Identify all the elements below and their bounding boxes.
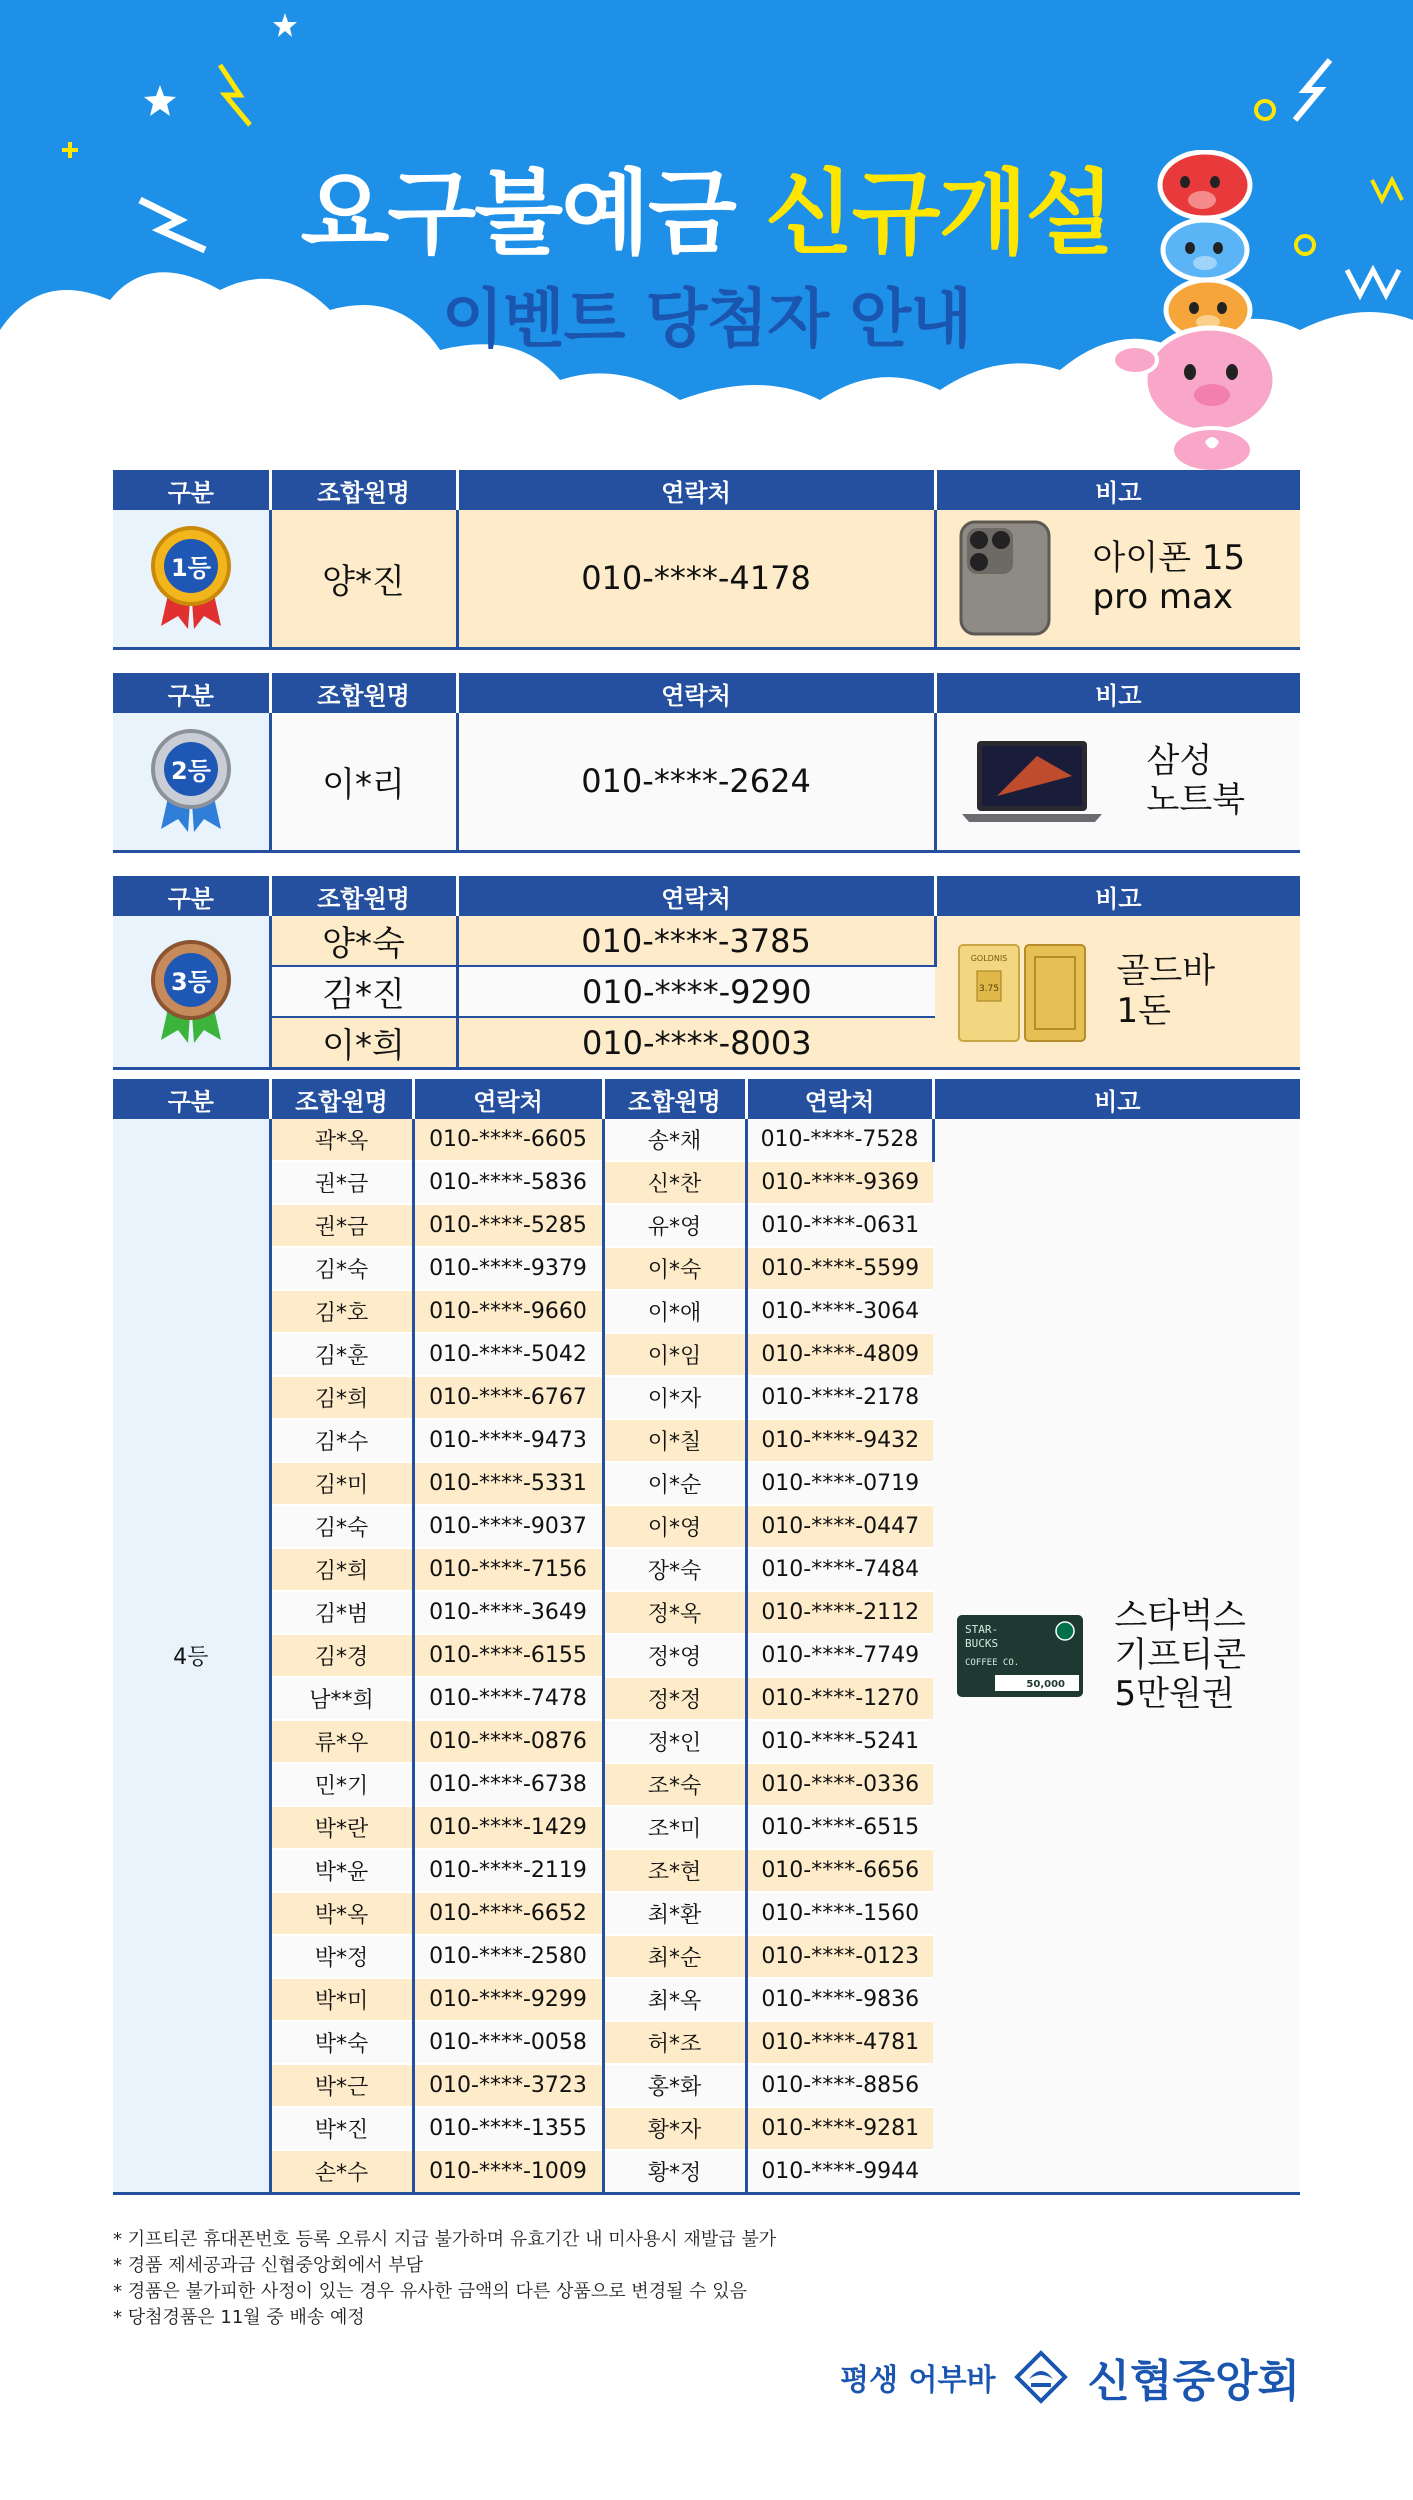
winner-phone: 010-****-9432 bbox=[746, 1419, 933, 1462]
winner-phone: 010-****-5241 bbox=[746, 1720, 933, 1763]
header-banner bbox=[0, 0, 1413, 470]
winner-name: 이*영 bbox=[603, 1505, 746, 1548]
winner-phone: 010-****-0058 bbox=[413, 2021, 603, 2064]
prize3-table bbox=[113, 876, 1300, 1070]
winner-name: 김*숙 bbox=[270, 1247, 413, 1290]
winner-name: 장*숙 bbox=[603, 1548, 746, 1591]
prize-label: 골드바 1돈 bbox=[1116, 951, 1216, 1031]
winner-name: 곽*옥 bbox=[270, 1119, 413, 1161]
card-text: BUCKS bbox=[964, 1636, 998, 1650]
winner-name: 손*수 bbox=[270, 2150, 413, 2194]
winner-phone: 010-****-9299 bbox=[413, 1978, 603, 2021]
winner-name: 이*숙 bbox=[603, 1247, 746, 1290]
gold-medal-icon bbox=[146, 521, 236, 631]
winner-name: 유*영 bbox=[603, 1204, 746, 1247]
winner-phone: 010-****-0447 bbox=[746, 1505, 933, 1548]
winner-phone: 010-****-0336 bbox=[746, 1763, 933, 1806]
star-icon bbox=[140, 80, 200, 140]
col-name: 조합원명 bbox=[270, 876, 457, 916]
col-phone: 연락처 bbox=[457, 470, 935, 510]
winner-phone: 010-****-3649 bbox=[413, 1591, 603, 1634]
prize-cell bbox=[935, 713, 1300, 851]
winner-name: 홍*화 bbox=[603, 2064, 746, 2107]
winner-phone: 010-****-6738 bbox=[413, 1763, 603, 1806]
col-phone: 연락처 bbox=[413, 1079, 603, 1119]
footer-logo bbox=[840, 2345, 1300, 2409]
winner-phone: 010-****-5285 bbox=[413, 1204, 603, 1247]
prize-label: 스타벅스 기프티콘 5만원권 bbox=[1114, 1595, 1246, 1715]
winner-name: 이*칠 bbox=[603, 1419, 746, 1462]
winner-phone: 010-****-9369 bbox=[746, 1161, 933, 1204]
winner-phone: 010-****-9379 bbox=[413, 1247, 603, 1290]
winner-name: 양*진 bbox=[270, 510, 457, 648]
winner-name: 이*희 bbox=[270, 1017, 457, 1069]
winner-name: 양*숙 bbox=[270, 916, 457, 966]
grade-cell bbox=[113, 916, 270, 1069]
col-note: 비고 bbox=[935, 673, 1300, 713]
col-phone: 연락처 bbox=[457, 673, 935, 713]
winner-name: 최*순 bbox=[603, 1935, 746, 1978]
winner-phone: 010-****-9660 bbox=[413, 1290, 603, 1333]
winner-name: 최*옥 bbox=[603, 1978, 746, 2021]
notes-section bbox=[113, 2227, 776, 2331]
footer-slogan: 평생 어부바 bbox=[840, 2363, 996, 2398]
card-amount: 50,000 bbox=[1025, 1678, 1065, 1690]
shinhyup-logo-icon bbox=[1013, 2349, 1069, 2405]
winner-name: 김*수 bbox=[270, 1419, 413, 1462]
col-grade: 구분 bbox=[113, 470, 270, 510]
winner-phone: 010-****-6767 bbox=[413, 1376, 603, 1419]
note-line: * 당첨경품은 11월 중 배송 예정 bbox=[113, 2307, 365, 2328]
winner-name: 이*자 bbox=[603, 1376, 746, 1419]
winner-phone: 010-****-3723 bbox=[413, 2064, 603, 2107]
winner-phone: 010-****-7484 bbox=[746, 1548, 933, 1591]
prize4-table bbox=[113, 1079, 1300, 2195]
winner-phone: 010-****-1009 bbox=[413, 2150, 603, 2194]
winner-phone: 010-****-5331 bbox=[413, 1462, 603, 1505]
winner-phone: 010-****-9473 bbox=[413, 1419, 603, 1462]
winner-name: 박*미 bbox=[270, 1978, 413, 2021]
winner-name: 박*윤 bbox=[270, 1849, 413, 1892]
winner-phone: 010-****-4809 bbox=[746, 1333, 933, 1376]
winner-name: 김*진 bbox=[270, 966, 457, 1017]
winner-name: 송*채 bbox=[603, 1119, 746, 1161]
winner-phone: 010-****-6155 bbox=[413, 1634, 603, 1677]
silver-medal-icon bbox=[146, 724, 236, 834]
winner-phone: 010-****-4178 bbox=[457, 510, 935, 648]
winner-phone: 010-****-0719 bbox=[746, 1462, 933, 1505]
prize-cell bbox=[933, 1119, 1300, 2194]
winner-name: 김*경 bbox=[270, 1634, 413, 1677]
card-text: COFFEE CO. bbox=[964, 1657, 1019, 1668]
winner-name: 김*호 bbox=[270, 1290, 413, 1333]
col-phone: 연락처 bbox=[746, 1079, 933, 1119]
winner-phone: 010-****-2624 bbox=[457, 713, 935, 851]
winner-name: 박*진 bbox=[270, 2107, 413, 2150]
winner-name: 정*인 bbox=[603, 1720, 746, 1763]
winner-name: 최*환 bbox=[603, 1892, 746, 1935]
lightning-icon bbox=[210, 60, 260, 130]
winner-name: 조*숙 bbox=[603, 1763, 746, 1806]
winner-name: 신*찬 bbox=[603, 1161, 746, 1204]
col-grade: 구분 bbox=[113, 1079, 270, 1119]
winner-name: 박*정 bbox=[270, 1935, 413, 1978]
winner-name: 이*리 bbox=[270, 713, 457, 851]
laptop-icon bbox=[957, 736, 1107, 826]
winner-phone: 010-****-0876 bbox=[413, 1720, 603, 1763]
winner-phone: 010-****-9037 bbox=[413, 1505, 603, 1548]
winner-name: 류*우 bbox=[270, 1720, 413, 1763]
winner-phone: 010-****-9836 bbox=[746, 1978, 933, 2021]
starbucks-card-icon bbox=[955, 1613, 1085, 1699]
winner-name: 권*금 bbox=[270, 1161, 413, 1204]
winner-name: 남**희 bbox=[270, 1677, 413, 1720]
winner-phone: 010-****-0631 bbox=[746, 1204, 933, 1247]
winner-name: 허*조 bbox=[603, 2021, 746, 2064]
grade-badge-label: 3등 bbox=[170, 967, 211, 996]
winner-phone: 010-****-6605 bbox=[413, 1119, 603, 1161]
prize-cell bbox=[935, 916, 1300, 1069]
winner-name: 정*옥 bbox=[603, 1591, 746, 1634]
winner-name: 김*숙 bbox=[270, 1505, 413, 1548]
winner-phone: 010-****-8856 bbox=[746, 2064, 933, 2107]
winner-phone: 010-****-5042 bbox=[413, 1333, 603, 1376]
winner-phone: 010-****-3785 bbox=[457, 916, 935, 966]
grade-cell bbox=[113, 510, 270, 648]
iphone-icon bbox=[957, 518, 1053, 638]
winner-name: 김*범 bbox=[270, 1591, 413, 1634]
winner-phone: 010-****-1355 bbox=[413, 2107, 603, 2150]
page-subtitle: 이벤트 당첨자 안내 bbox=[441, 283, 972, 357]
col-phone: 연락처 bbox=[457, 876, 935, 916]
col-grade: 구분 bbox=[113, 876, 270, 916]
col-note: 비고 bbox=[935, 876, 1300, 916]
winner-phone: 010-****-6515 bbox=[746, 1806, 933, 1849]
col-note: 비고 bbox=[933, 1079, 1300, 1119]
winner-phone: 010-****-7478 bbox=[413, 1677, 603, 1720]
note-line: * 기프티콘 휴대폰번호 등록 오류시 지급 불가하며 유효기간 내 미사용시 재발급 불가 bbox=[113, 2229, 777, 2250]
col-name: 조합원명 bbox=[270, 673, 457, 713]
winner-name: 황*자 bbox=[603, 2107, 746, 2150]
grade-badge-label: 2등 bbox=[170, 757, 211, 786]
col-note: 비고 bbox=[935, 470, 1300, 510]
winner-phone: 010-****-1560 bbox=[746, 1892, 933, 1935]
winner-phone: 010-****-2119 bbox=[413, 1849, 603, 1892]
winner-name: 이*임 bbox=[603, 1333, 746, 1376]
winner-name: 박*근 bbox=[270, 2064, 413, 2107]
winner-phone: 010-****-7528 bbox=[746, 1119, 933, 1161]
prize2-table bbox=[113, 673, 1300, 853]
winner-phone: 010-****-7749 bbox=[746, 1634, 933, 1677]
page-title: 요구불예금 신규개설 bbox=[300, 160, 1113, 267]
gold-weight-text: 3.75 bbox=[978, 983, 999, 994]
winner-phone: 010-****-1270 bbox=[746, 1677, 933, 1720]
winner-name: 이*애 bbox=[603, 1290, 746, 1333]
winner-name: 박*숙 bbox=[270, 2021, 413, 2064]
col-name: 조합원명 bbox=[270, 470, 457, 510]
card-text: STAR- bbox=[964, 1622, 998, 1636]
note-line: * 경품 제세공과금 신협중앙회에서 부담 bbox=[113, 2255, 424, 2276]
winner-name: 김*훈 bbox=[270, 1333, 413, 1376]
prize-cell bbox=[935, 510, 1300, 648]
star-icon bbox=[270, 10, 310, 50]
col-name: 조합원명 bbox=[270, 1079, 413, 1119]
winner-name: 정*영 bbox=[603, 1634, 746, 1677]
winner-name: 김*희 bbox=[270, 1548, 413, 1591]
winner-phone: 010-****-2580 bbox=[413, 1935, 603, 1978]
gold-bar-icon bbox=[957, 937, 1087, 1047]
winner-phone: 010-****-2112 bbox=[746, 1591, 933, 1634]
winner-phone: 010-****-9281 bbox=[746, 2107, 933, 2150]
winner-phone: 010-****-8003 bbox=[457, 1017, 935, 1069]
prize-label: 아이폰 15 pro max bbox=[1092, 538, 1246, 618]
winner-phone: 010-****-2178 bbox=[746, 1376, 933, 1419]
winner-phone: 010-****-1429 bbox=[413, 1806, 603, 1849]
winner-phone: 010-****-5836 bbox=[413, 1161, 603, 1204]
winner-phone: 010-****-7156 bbox=[413, 1548, 603, 1591]
winner-phone: 010-****-9290 bbox=[457, 966, 935, 1017]
winner-phone: 010-****-4781 bbox=[746, 2021, 933, 2064]
winner-name: 박*옥 bbox=[270, 1892, 413, 1935]
winner-name: 권*금 bbox=[270, 1204, 413, 1247]
winner-phone: 010-****-3064 bbox=[746, 1290, 933, 1333]
winner-phone: 010-****-0123 bbox=[746, 1935, 933, 1978]
col-name: 조합원명 bbox=[603, 1079, 746, 1119]
winner-name: 이*순 bbox=[603, 1462, 746, 1505]
grade-cell: 4등 bbox=[113, 1119, 270, 2194]
table-row bbox=[113, 1119, 1300, 1161]
prize-label: 삼성 노트북 bbox=[1146, 741, 1246, 821]
winner-name: 황*정 bbox=[603, 2150, 746, 2194]
winner-name: 정*정 bbox=[603, 1677, 746, 1720]
winner-name: 민*기 bbox=[270, 1763, 413, 1806]
winner-name: 김*희 bbox=[270, 1376, 413, 1419]
winner-phone: 010-****-9944 bbox=[746, 2150, 933, 2194]
col-grade: 구분 bbox=[113, 673, 270, 713]
grade-badge-label: 1등 bbox=[170, 554, 211, 583]
winner-phone: 010-****-6656 bbox=[746, 1849, 933, 1892]
bronze-medal-icon bbox=[146, 935, 236, 1045]
grade-cell bbox=[113, 713, 270, 851]
winner-phone: 010-****-6652 bbox=[413, 1892, 603, 1935]
winner-name: 조*현 bbox=[603, 1849, 746, 1892]
prize1-table bbox=[113, 470, 1300, 650]
gold-card-text: GOLDNIS bbox=[970, 953, 1007, 963]
circle-icon bbox=[1250, 95, 1280, 125]
winner-phone: 010-****-5599 bbox=[746, 1247, 933, 1290]
note-line: * 경품은 불가피한 사정이 있는 경우 유사한 금액의 다른 상품으로 변경될 수 있음 bbox=[113, 2281, 748, 2302]
winner-name: 조*미 bbox=[603, 1806, 746, 1849]
footer-org-name: 신협중앙회 bbox=[1087, 2356, 1300, 2407]
winner-name: 박*란 bbox=[270, 1806, 413, 1849]
page-title-accent: 신규개설 bbox=[764, 160, 1113, 267]
lightning-icon bbox=[1290, 55, 1340, 125]
winner-name: 김*미 bbox=[270, 1462, 413, 1505]
